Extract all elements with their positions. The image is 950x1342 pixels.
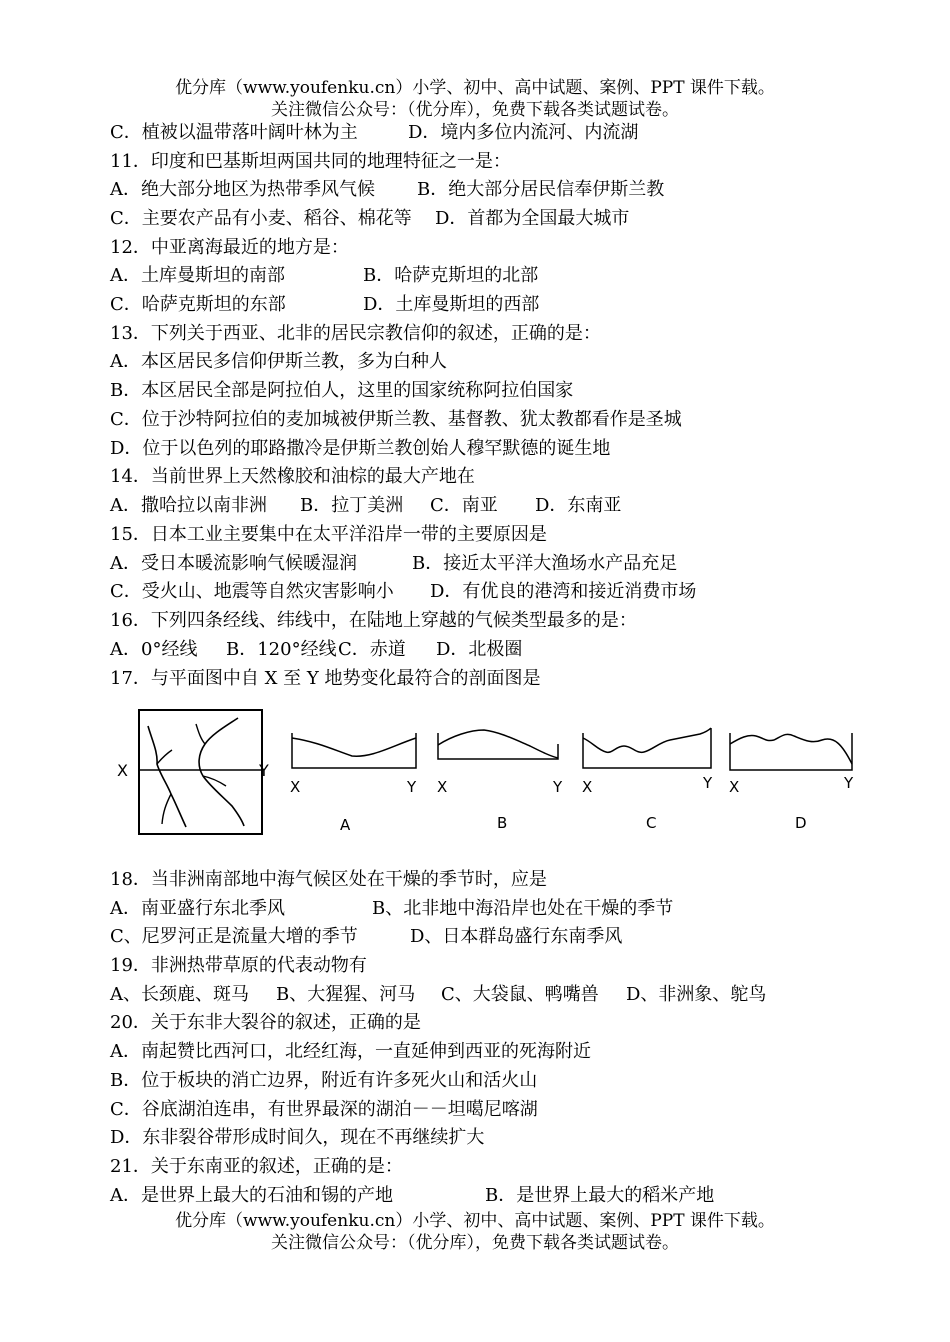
profile-d-label: D <box>795 814 807 832</box>
q16-option-c: C．赤道 <box>338 639 406 660</box>
profile-c-y: Y <box>703 774 713 792</box>
q17-figure <box>0 700 950 850</box>
profile-a-terrain <box>292 738 416 756</box>
profile-a-y: Y <box>407 778 417 796</box>
plan-map <box>117 710 269 834</box>
profile-d <box>729 733 854 832</box>
q19-stem: 19．非洲热带草原的代表动物有 <box>110 955 367 976</box>
profile-d-terrain <box>730 734 852 764</box>
q13-option-b: B．本区居民全部是阿拉伯人，这里的国家统称阿拉伯国家 <box>110 380 574 401</box>
profile-a <box>290 733 417 834</box>
q13-option-a: A．本区居民多信仰伊斯兰教，多为白种人 <box>110 351 447 372</box>
q12-option-a: A．土库曼斯坦的南部 <box>110 265 285 286</box>
q18-option-b: B、北非地中海沿岸也处在干燥的季节 <box>372 898 674 919</box>
profile-b <box>437 730 563 832</box>
plan-label-x: X <box>117 761 128 780</box>
q14-option-c: C．南亚 <box>430 495 498 516</box>
q19-option-b: B、大猩猩、河马 <box>276 984 416 1005</box>
profile-c-x: X <box>582 778 593 796</box>
q17-stem: 17．与平面图中自 X 至 Y 地势变化最符合的剖面图是 <box>110 668 541 689</box>
profile-b-frame <box>438 733 558 759</box>
river-left-branch <box>157 750 172 764</box>
q14-stem: 14．当前世界上天然橡胶和油棕的最大产地在 <box>110 466 475 487</box>
q18-stem: 18．当非洲南部地中海气候区处在干燥的季节时，应是 <box>110 869 547 890</box>
river-right <box>199 718 244 826</box>
header-line-2: 关注微信公众号：（优分库），免费下载各类试题试卷。 <box>271 100 679 120</box>
profile-a-frame <box>292 733 416 768</box>
profile-a-x: X <box>290 778 301 796</box>
footer-line-2: 关注微信公众号：（优分库），免费下载各类试题试卷。 <box>271 1233 679 1253</box>
profile-b-x: X <box>437 778 448 796</box>
profile-c <box>582 728 713 832</box>
profile-b-terrain <box>438 730 558 758</box>
q10-option-d: D．境内多位内流河、内流湖 <box>408 122 639 143</box>
q14-option-a: A．撒哈拉以南非洲 <box>110 495 267 516</box>
q11-stem: 11．印度和巴基斯坦两国共同的地理特征之一是： <box>110 151 511 172</box>
profile-d-frame <box>730 733 852 770</box>
profile-c-frame <box>583 728 711 768</box>
q12-option-d: D．土库曼斯坦的西部 <box>363 294 540 315</box>
q10-option-c: C．植被以温带落叶阔叶林为主 <box>110 122 358 143</box>
q20-option-b: B．位于板块的消亡边界，附近有许多死火山和活火山 <box>110 1070 538 1091</box>
footer-line-1: 优分库（www.youfenku.cn）小学、初中、高中试题、案例、PPT 课件下载。 <box>175 1211 775 1231</box>
q11-option-b: B．绝大部分居民信奉伊斯兰教 <box>417 179 665 200</box>
q21-option-a: A．是世界上最大的石油和锡的产地 <box>110 1185 393 1206</box>
profile-d-x: X <box>729 778 740 796</box>
q14-option-d: D．东南亚 <box>535 495 622 516</box>
q11-option-a: A．绝大部分地区为热带季风气候 <box>110 179 375 200</box>
q20-stem: 20．关于东非大裂谷的叙述，正确的是 <box>110 1012 421 1033</box>
q15-option-c: C．受火山、地震等自然灾害影响小 <box>110 581 394 602</box>
q16-stem: 16．下列四条经线、纬线中，在陆地上穿越的气候类型最多的是： <box>110 610 637 631</box>
q19-option-d: D、非洲象、鸵鸟 <box>626 984 767 1005</box>
q11-option-d: D．首都为全国最大城市 <box>435 208 630 229</box>
q16-option-b: B．120°经线 <box>226 639 337 660</box>
q16-option-d: D．北极圈 <box>436 639 523 660</box>
q12-option-b: B．哈萨克斯坦的北部 <box>363 265 539 286</box>
profile-a-label: A <box>340 816 351 834</box>
profile-c-terrain <box>583 728 711 752</box>
profile-c-label: C <box>646 814 657 832</box>
profile-b-y: Y <box>553 778 563 796</box>
q14-option-b: B．拉丁美洲 <box>300 495 404 516</box>
river-left-tributary <box>162 794 171 824</box>
q15-option-b: B．接近太平洋大渔场水产品充足 <box>412 553 678 574</box>
q15-stem: 15．日本工业主要集中在太平洋沿岸一带的主要原因是 <box>110 524 547 545</box>
q15-option-d: D．有优良的港湾和接近消费市场 <box>430 581 697 602</box>
q15-option-a: A．受日本暖流影响气候暖湿润 <box>110 553 357 574</box>
q13-option-c: C．位于沙特阿拉伯的麦加城被伊斯兰教、基督教、犹太教都看作是圣城 <box>110 409 682 430</box>
q20-option-d: D．东非裂谷带形成时间久，现在不再继续扩大 <box>110 1127 485 1148</box>
q11-option-c: C．主要农产品有小麦、稻谷、棉花等 <box>110 208 412 229</box>
q12-stem: 12．中亚离海最近的地方是： <box>110 237 349 258</box>
q16-option-a: A．0°经线 <box>110 639 198 660</box>
q19-option-a: A、长颈鹿、斑马 <box>110 984 249 1005</box>
header-line-1: 优分库（www.youfenku.cn）小学、初中、高中试题、案例、PPT 课件下载。 <box>175 78 775 98</box>
q20-option-a: A．南起赞比西河口，北经红海，一直延伸到西亚的死海附近 <box>110 1041 591 1062</box>
q18-option-c: C、尼罗河正是流量大增的季节 <box>110 926 358 947</box>
plan-label-y: Y <box>259 761 269 780</box>
q12-option-c: C．哈萨克斯坦的东部 <box>110 294 286 315</box>
q18-option-a: A．南亚盛行东北季风 <box>110 898 285 919</box>
q21-option-b: B．是世界上最大的稻米产地 <box>485 1185 715 1206</box>
profile-b-label: B <box>497 814 508 832</box>
q20-option-c: C．谷底湖泊连串，有世界最深的湖泊－－坦噶尼喀湖 <box>110 1099 538 1120</box>
q13-stem: 13．下列关于西亚、北非的居民宗教信仰的叙述，正确的是： <box>110 323 601 344</box>
river-left <box>148 726 186 827</box>
q13-option-d: D．位于以色列的耶路撒冷是伊斯兰教创始人穆罕默德的诞生地 <box>110 438 611 459</box>
q19-option-c: C、大袋鼠、鸭嘴兽 <box>441 984 599 1005</box>
river-right-branch <box>196 724 205 744</box>
profile-d-y: Y <box>844 774 854 792</box>
q18-option-d: D、日本群岛盛行东南季风 <box>410 926 623 947</box>
q21-stem: 21．关于东南亚的叙述，正确的是： <box>110 1156 403 1177</box>
